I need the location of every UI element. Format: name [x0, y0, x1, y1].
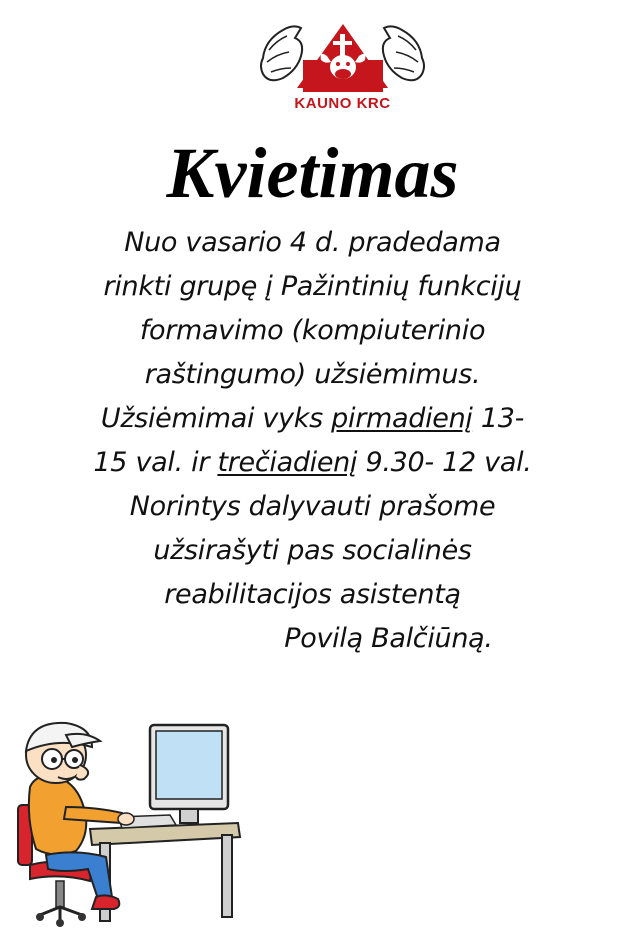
text-line: raštingumo) užsiėmimus.: [144, 359, 481, 390]
text-line: rinkti grupę į Pažintinių funkcijų: [103, 271, 522, 302]
text-line: užsirašyti pas socialinės: [153, 535, 472, 566]
text-fragment: 9.30- 12 val.: [357, 447, 532, 478]
page-title: Kvietimas: [166, 133, 459, 213]
wednesday-underlined: trečiadienį: [217, 447, 358, 478]
person-at-computer-icon: [0, 715, 260, 933]
text-line: formavimo (kompiuterinio: [139, 315, 486, 346]
logo-caption: KAUNO KRC: [294, 95, 391, 112]
text-fragment: Užsiėmimai vyks: [100, 403, 332, 434]
text-fragment: 15 val. ir: [93, 447, 218, 478]
invitation-text: [0, 221, 625, 661]
text-line: Nuo vasario 4 d. pradedama: [124, 227, 501, 258]
signature-name: Povilą Balčiūną.: [284, 623, 493, 654]
text-line: Norintys dalyvauti prašome: [129, 491, 496, 522]
text-line: reabilitacijos asistentą: [164, 579, 461, 610]
text-line-schedule-2: [0, 441, 625, 485]
text-line-schedule-1: [0, 397, 625, 441]
monday-underlined: pirmadienį: [331, 403, 473, 434]
text-fragment: 13-: [472, 403, 525, 434]
